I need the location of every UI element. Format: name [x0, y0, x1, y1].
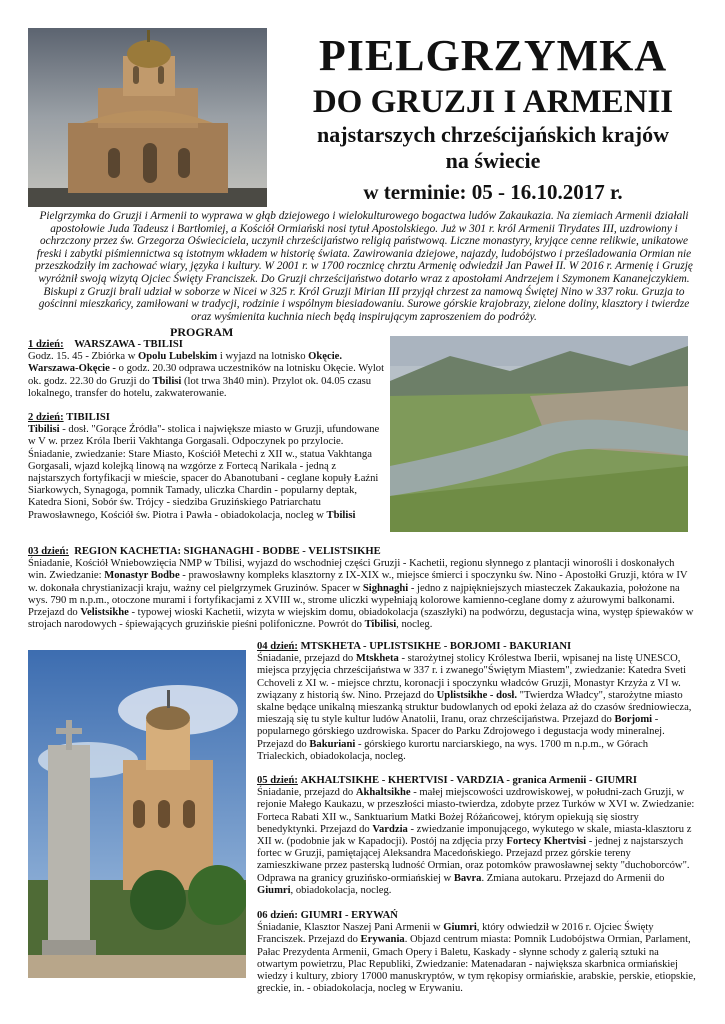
- day-1-title: WARSZAWA - TBILISI: [74, 339, 183, 350]
- day-6-label: 06 dzień:: [257, 910, 298, 921]
- day-1-text: o godz. 20.30 odprawa uczestników na lotnisku Okęcie. Wylot ok. godz. 22.30 do Gruzji do: [28, 363, 385, 387]
- day-3-bold: Sighnaghi: [362, 582, 409, 594]
- day-3-bold: Tibilisi: [364, 619, 397, 631]
- day-3-label: 03 dzień:: [28, 546, 69, 557]
- day-6-text: Śniadanie, Klasztor Naszej Pani Armenii w: [257, 922, 444, 934]
- day-3-bold: Monastyr Bodbe: [104, 570, 180, 582]
- day-3-text: - typowej wioski Kachetii, wizyta w wiejskim domu, obiadokolacja (szaszłyki) na podwórzu, degustacja wina, występ śpiewaków w strojach narodowych - śpiewających gruzińskie pieśni polifoniczne. Powrót do: [28, 607, 694, 631]
- day-3-text: Śniadanie, Kościół Wniebowzięcia NMP w Tbilisi, wyjazd do wschodniej części Gruzji - Kachetii, regionu słynnego z plantacji winorośli i doskonałych win. Zwiedzanie:: [28, 558, 675, 582]
- day-4-text: "Twierdza Władcy", starożytne miasto skalne będące unikalną mieszanką struktur budowlanych od epoki żelaza aż do czasów średniowiecza, mieszają się tu style kultur ludów Anatolii, Iranu, oraz chrześcijaństwa. Przejazd do: [257, 689, 692, 726]
- day-1-label: 1 dzień:: [28, 339, 64, 350]
- program-heading: PROGRAM: [170, 325, 234, 339]
- day-4-bold: Mtskheta: [355, 653, 399, 665]
- title-line-4: na świecie: [445, 148, 541, 173]
- day-3-text: - prawosławny kompleks klasztorny z IX-XIX w., miejsce śmierci i spoczynku św. Nino - Apostołki Gruzji, która w IV w. dokonała chrystianizacji kraju, ważny cel pielgrzymek Gruzinów. Spacer w: [28, 570, 688, 594]
- day-3-title: REGION KACHETIA: SIGHANAGHI - BODBE - VELISTSIKHE: [74, 546, 381, 557]
- church-monument-photo: [28, 650, 246, 978]
- day-6-text: . Objazd centrum miasta: Pomnik Ludobójstwa Ormian, Parlament, Pałac Prezydenta Armenii, Gmach Opery i Baletu, Kaskady - słynne schody z galerią sztuki na otwartym powietrzu, Plac Republiki, Zwiedzanie: Matenadaran - największa skarbnica ormiańskiej wiedzy i kultury, zbiory 17000 manuskryptów, w tym rękopisy ormiańskie, arabskie, perskie, etiopskie, greckie, in. - obiadokolacja, nocleg w Erywaniu.: [257, 934, 696, 995]
- day-5-bold: Akhaltsikhe: [355, 787, 411, 799]
- day-5-bold: Giumri: [257, 884, 291, 896]
- day-5-bold: Fortecy Khertvisi: [506, 836, 587, 848]
- day-1-bold: Okęcie.: [308, 351, 343, 363]
- day-2-label: 2 dzień:: [28, 412, 64, 423]
- day-2-title: TIBILISI: [66, 412, 110, 423]
- day-4-label: 04 dzień:: [257, 641, 298, 652]
- day-5-bold: Vardzia: [372, 823, 408, 835]
- day-4-bold: Bakuriani: [309, 738, 356, 750]
- day-3-text: , nocleg.: [396, 619, 433, 631]
- day-6-title: GIUMRI - ERYWAŃ: [300, 910, 398, 921]
- day-5-section: [257, 775, 697, 897]
- day-5-text: , obiadokolacja, nocleg.: [290, 884, 392, 896]
- day-5-text: - jednej z najstarszych fortec w Gruzji, pamiętającej Aleksandra Macedońskiego. Przejazd przez górskie tereny zamieszkiwane przez pasterską ludność Ormian, oraz potomków prawosławnej sekty "duchoborców". Odprawa na granicy gruzińsko-ormiańskiej w: [257, 836, 690, 884]
- title-line-1: PIELGRZYMKA: [318, 31, 668, 80]
- date-line: w terminie: 05 - 16.10.2017 r.: [363, 180, 623, 204]
- day-5-label: 05 dzień:: [257, 775, 298, 786]
- day-4-text: Śniadanie, przejazd do: [257, 653, 356, 665]
- day-4-title: MTSKHETA - UPLISTSIKHE - BORJOMI - BAKURIANI: [300, 641, 572, 652]
- day-2-text: - dosł. "Gorące Źródła"- stolica i największe miasto w Gruzji, ufundowane w V w. przez Króla Iberii Vakhtanga Gorgasali. Odpoczynek po przylocie. Śniadanie, zwiedzanie: Stare Miasto, Kościół Metechi z XII w., statua Vakhtanga Gorgasali, wjazd kolejką linową na wzgórze z Fortecą Narikala - jedną z najstarszych fortyfikacji w mieście, spacer do Abanotubani - ceglane kopuły Łaźni Siarkowych, Synagoga, pomnik Tamady, uliczka Chardin - popularny deptak, Katedra Sioni, Sobór św. Trójcy - siedziba Gruzińskiego Patriarchatu Prawosławnego, Kościół św. Piotra i Pawła - obiadokolacja, nocleg w: [28, 424, 380, 521]
- title-line-2: DO GRUZJI I ARMENII: [312, 84, 674, 120]
- day-5-text: . Zmiana autokaru. Przejazd do Armenii do: [481, 872, 665, 884]
- day-4-bold: Borjomi: [614, 714, 653, 726]
- day-2-bold: Tibilisi: [28, 424, 60, 436]
- day-5-text: - zwiedzanie imponującego, wykutego w skale, miasta-klasztoru z XII w. (podobnie jak w Kapadocji). Postój na zdjęcia przy: [257, 823, 692, 848]
- day-6-bold: Erywania: [360, 934, 405, 946]
- day-6-section: [257, 910, 697, 995]
- day-5-text: - małej miejscowości uzdrowiskowej, w południ-zach Gruzji, w rejonie Małego Kaukazu, w przeszłości miasto-twierdza, zdobyte przez Turków w XVI w. Zwiedzanie: Forteca Rabati XII w., Sanktuarium Matki Bożej Różańcowej, którym opiekują się siostry benedyktynki. Przejazd do: [257, 787, 695, 835]
- river-valley-photo: [390, 336, 688, 532]
- day-1-bold: Warszawa-Okęcie -: [28, 363, 116, 375]
- day-5-title: AKHALTSIKHE - KHERTVISI - VARDZIA - granica Armenii - GIUMRI: [300, 775, 637, 786]
- day-1-text: Godz. 15. 45 - Zbiórka w: [28, 351, 139, 363]
- day-4-text: - górskiego kurortu narciarskiego, na wys. 1700 m n.p.m., w Górach Trialeckich, obiadokolacja, nocleg.: [257, 738, 649, 762]
- day-2-bold: Tbilisi: [326, 509, 356, 521]
- day-1-bold: Tbilisi: [152, 375, 182, 387]
- intro-paragraph: Pielgrzymka do Gruzji i Armenii to wyprawa w głąb dziejowego i wielokulturowego bogactwa ludów Zakaukazia. Na ziemiach Armenii działali apostołowie Juda Tadeusz i Bartłomiej, a Kościół Ormiański nosi tytuł Apostolskiego. Już w 301 r. król Armenii Tirydates III, uzdrowiony i ochrzczony przez św. Grzegorza Oświeciciela, uczynił chrześcijaństwo religią państwową. Liczne monastyry, kryjące cenne relikwie, unikatowe freski i zabytki piśmiennictwa są istotnym wkładem w historię świata. Zawirowania dziejowe, najazdy, ludobójstwo i prześladowania Ormian nie przeszkodziły im zachować wiary, języka i kultury. W 2001 r. w 1700 rocznicę chrztu Armenię odwiedził Jan Paweł II. W 2016 r. Armenię i Gruzję wyróżnił swoją wizytą Ojciec Święty Franciszek. Do Gruzji chrześcijaństwo dotarło wraz z apostołami Andrzejem i Szymonem Kananejczykiem. Biskupi z Gruzji brali udział w soborze w Nicei w 325 r. Król Gruzji Mirian III przyjął chrzest za namową Świętej Nino w 337 roku. Gruzja to gościnni mieszkańcy, zamiłowani w tradycji, rodzinie i wspólnym biesiadowaniu. Surowe górskie krajobrazy, zielone doliny, klasztory i twierdze oraz wyśmienita kuchnia niech będą inspirującym zaproszeniem do podróży.: [35, 210, 693, 323]
- day-5-text: Śniadanie, przejazd do: [257, 787, 356, 799]
- title-line-3: najstarszych chrześcijańskich krajów: [317, 122, 669, 147]
- day-1-text: (lot trwa 3h40 min). Przylot ok. 04.05 czasu lokalnego, transfer do hotelu, zakwaterowanie.: [28, 375, 372, 399]
- day-3-section: [28, 546, 694, 631]
- day-4-text: - popularnego górskiego uzdrowiska. Spacer do Parku Zdrojowego i degustacja wody mineralnej. Przejazd do: [257, 714, 665, 750]
- day-1-section: [28, 339, 386, 400]
- day-5-bold: Bavra: [453, 872, 482, 884]
- day-1-bold: Opolu Lubelskim: [138, 351, 218, 363]
- day-3-text: - jedno z najpiękniejszych miasteczek Zakaukazia, położone na wys. 790 m n.p.m., otoczone murami i fortyfikacjami z XVIII w., strome uliczki wypełniają kolorowe kamienno-ceglane domy z ażurowymi balkonami. Przejazd do: [28, 582, 680, 619]
- day-6-bold: Giumri: [443, 922, 477, 934]
- day-4-text: - starożytnej stolicy Królestwa Iberii, wpisanej na listę UNESCO, miejsca przyjęcia chrześcijaństwa w 337 r. i zwanego"Świętym Miastem", zwiedzanie: Katedra Sveti Cchoveli z XI w. - miejsce chrztu, koronacji i spoczynku władców Gruzji, Monastyr Krzyża z VI w. związany z historią św. Nino. Przejazd do: [257, 653, 687, 701]
- day-1-text: i wyjazd na lotnisko: [217, 351, 309, 363]
- day-4-section: [257, 641, 697, 763]
- day-3-bold: Velistsikhe: [80, 607, 129, 619]
- day-4-bold: Uplistsikhe - dosł.: [436, 689, 518, 701]
- cathedral-photo: [28, 28, 267, 207]
- day-6-text: , który odwiedził w 2016 r. Ojciec Święty Franciszek. Przejazd do: [257, 922, 654, 946]
- day-2-section: [28, 412, 386, 522]
